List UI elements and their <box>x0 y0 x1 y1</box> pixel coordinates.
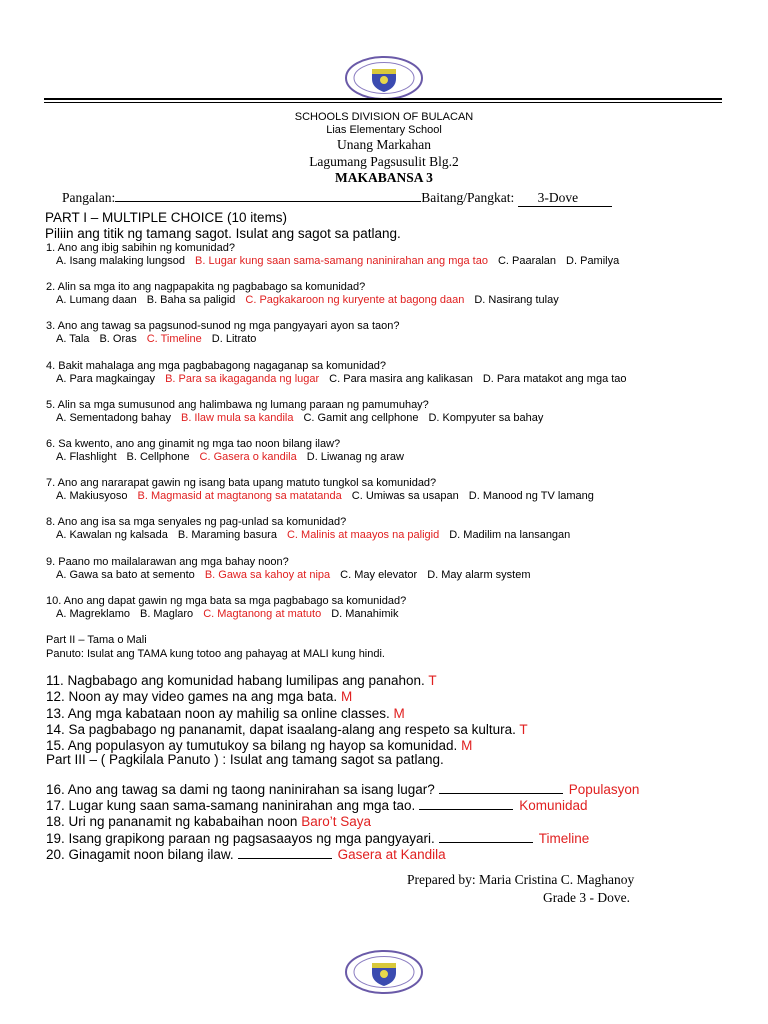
part2-title: Part II – Tama o Mali <box>46 634 147 646</box>
choice-option: B. Cellphone <box>126 451 190 463</box>
mc-question <box>46 242 629 267</box>
subject-title: MAKABANSA 3 <box>335 170 433 185</box>
item-answer: Gasera at Kandila <box>337 847 446 862</box>
answer-option: C. Magtanong at matuto <box>203 608 322 620</box>
true-false-item <box>46 722 528 737</box>
true-false-item <box>46 673 437 688</box>
identification-item <box>46 830 589 846</box>
item-text: 12. Noon ay may video games na ang mga bata. <box>46 689 338 704</box>
mc-question <box>46 516 580 541</box>
part1-instruction: Piliin ang titik ng tamang sagot. Isulat ang sagot sa patlang. <box>45 226 401 241</box>
question-stem: 1. Ano ang ibig sabihin ng komunidad? <box>46 242 235 254</box>
question-stem: 2. Alin sa mga ito ang nagpapakita ng pagbabago sa komunidad? <box>46 281 366 293</box>
true-false-item <box>46 689 352 704</box>
mc-question <box>46 556 541 581</box>
identification-item <box>46 814 371 829</box>
choice-option: C. May elevator <box>340 569 418 581</box>
choice-option: D. Nasirang tulay <box>474 294 559 306</box>
answer-option: C. Pagkakaroon ng kuryente at bagong daan <box>245 294 465 306</box>
item-text: 11. Nagbabago ang komunidad habang lumilipas ang panahon. <box>46 673 425 688</box>
item-text: 19. Isang grapikong paraan ng pagsasaayos ng mga pangyayari. <box>46 831 435 846</box>
answer-option: C. Gasera o kandila <box>199 451 297 463</box>
answer-blank <box>439 781 563 794</box>
item-text: 13. Ang mga kabataan noon ay mahilig sa online classes. <box>46 706 390 721</box>
question-options <box>46 490 604 502</box>
mc-question <box>46 438 414 463</box>
choice-option: D. Manahimik <box>331 608 399 620</box>
item-text: 16. Ano ang tawag sa dami ng taong naninirahan sa isang lugar? <box>46 782 435 797</box>
identification-item <box>46 846 446 862</box>
item-answer: T <box>519 722 528 737</box>
true-false-item <box>46 706 405 721</box>
question-stem: 5. Alin sa mga sumusunod ang halimbawa ng lumang paraan ng pamumuhay? <box>46 399 429 411</box>
item-answer: Baro’t Saya <box>301 814 371 829</box>
question-stem: 9. Paano mo mailalarawan ang mga bahay noon? <box>46 556 289 568</box>
choice-option: B. Oras <box>99 333 137 345</box>
true-false-item <box>46 738 472 753</box>
mc-question <box>46 320 399 345</box>
question-options <box>46 412 553 424</box>
question-options <box>46 333 399 345</box>
question-stem: 7. Ano ang nararapat gawin ng isang bata upang matuto tungkol sa komunidad? <box>46 477 437 489</box>
choice-option: D. Para matakot ang mga tao <box>482 373 627 385</box>
mc-question <box>46 281 569 306</box>
item-answer: M <box>393 706 405 721</box>
prepared-by: Prepared by: Maria Cristina C. Maghanoy <box>407 872 635 887</box>
answer-option: B. Para sa ikagaganda ng lugar <box>165 373 320 385</box>
part2-instruction: Panuto: Isulat ang TAMA kung totoo ang pahayag at MALI kung hindi. <box>46 648 385 660</box>
answer-option: B. Gawa sa kahoy at nipa <box>204 569 331 581</box>
answer-option: C. Timeline <box>146 333 202 345</box>
question-options <box>46 451 414 463</box>
choice-option: A. Isang malaking lungsod <box>56 255 186 267</box>
grade-value: 3-Dove <box>518 190 613 207</box>
item-answer: T <box>428 673 437 688</box>
question-stem: 4. Bakit mahalaga ang mga pagbabagong nagaganap sa komunidad? <box>46 360 387 372</box>
answer-option: B. Magmasid at magtanong sa matatanda <box>137 490 342 502</box>
identification-item <box>46 797 588 813</box>
choice-option: A. Sementadong bahay <box>56 412 171 424</box>
division-name: SCHOOLS DIVISION OF BULACAN <box>294 111 474 123</box>
choice-option: D. Pamilya <box>566 255 620 267</box>
header-rule-thick <box>44 98 722 100</box>
choice-option: A. Flashlight <box>56 451 117 463</box>
choice-option: A. Magreklamo <box>56 608 130 620</box>
answer-blank <box>238 846 332 859</box>
item-answer: Populasyon <box>568 782 640 797</box>
choice-option: A. Para magkaingay <box>56 373 156 385</box>
choice-option: A. Kawalan ng kalsada <box>56 529 168 541</box>
deped-seal-icon <box>344 950 424 994</box>
choice-option: D. Kompyuter sa bahay <box>428 412 544 424</box>
question-stem: 3. Ano ang tawag sa pagsunod-sunod ng mga pangyayari ayon sa taon? <box>46 320 400 332</box>
choice-option: C. Paaralan <box>497 255 557 267</box>
quarter-label: Unang Markahan <box>336 137 432 152</box>
header-rule-thin <box>44 102 722 103</box>
choice-option: D. Manood ng TV lamang <box>468 490 594 502</box>
choice-option: C. Para masira ang kalikasan <box>329 373 473 385</box>
choice-option: B. Baha sa paligid <box>146 294 236 306</box>
choice-option: D. Litrato <box>211 333 257 345</box>
school-name: Lias Elementary School <box>326 124 442 136</box>
deped-seal-icon <box>344 56 424 100</box>
mc-question <box>46 360 637 385</box>
question-options <box>46 529 580 541</box>
choice-option: C. Umiwas sa usapan <box>351 490 459 502</box>
item-text: 15. Ang populasyon ay tumutukoy sa bilang ng hayop sa komunidad. <box>46 738 458 753</box>
question-stem: 8. Ano ang isa sa mga senyales ng pag-unlad sa komunidad? <box>46 516 347 528</box>
mc-question <box>46 399 553 424</box>
answer-blank <box>419 797 513 810</box>
question-options <box>46 255 629 267</box>
item-answer: Timeline <box>538 831 590 846</box>
prepared-by-grade: Grade 3 - Dove. <box>543 890 630 905</box>
question-options <box>46 294 569 306</box>
question-options <box>46 373 637 385</box>
choice-option: A. Tala <box>56 333 90 345</box>
choice-option: A. Makiusyoso <box>56 490 128 502</box>
choice-option: C. Gamit ang cellphone <box>303 412 419 424</box>
question-options <box>46 569 541 581</box>
item-text: 17. Lugar kung saan sama-samang naninirahan ang mga tao. <box>46 798 416 813</box>
grade-label: Baitang/Pangkat: <box>421 190 515 205</box>
identification-item <box>46 781 639 797</box>
answer-blank <box>439 830 533 843</box>
answer-option: B. Lugar kung saan sama-samang naninirahan ang mga tao <box>195 255 488 267</box>
item-answer: Komunidad <box>519 798 588 813</box>
choice-option: D. May alarm system <box>427 569 531 581</box>
choice-option: A. Gawa sa bato at semento <box>56 569 195 581</box>
test-title: Lagumang Pagsusulit Blg.2 <box>309 154 459 169</box>
question-stem: 6. Sa kwento, ano ang ginamit ng mga tao noon bilang ilaw? <box>46 438 341 450</box>
item-answer: M <box>340 689 353 704</box>
item-text: 14. Sa pagbabago ng pananamit, dapat isaalang-alang ang respeto sa kultura. <box>46 722 516 737</box>
answer-option: C. Malinis at maayos na paligid <box>286 529 440 541</box>
mc-question <box>46 477 604 502</box>
choice-option: B. Maraming basura <box>177 529 277 541</box>
mc-question <box>46 595 408 620</box>
part3-title: Part III – ( Pagkilala Panuto ) : Isulat ang tamang sagot sa patlang. <box>46 752 444 767</box>
part1-title: PART I – MULTIPLE CHOICE (10 items) <box>45 210 288 225</box>
choice-option: B. Maglaro <box>139 608 194 620</box>
name-label: Pangalan: <box>62 190 116 205</box>
name-blank <box>115 189 421 202</box>
choice-option: D. Madilim na lansangan <box>449 529 571 541</box>
question-stem: 10. Ano ang dapat gawin ng mga bata sa mga pagbabago sa komunidad? <box>46 595 407 607</box>
name-grade-line <box>62 189 612 207</box>
item-text: 18. Uri ng pananamit ng kababaihan noon <box>46 814 298 829</box>
question-options <box>46 608 408 620</box>
choice-option: A. Lumang daan <box>56 294 137 306</box>
item-text: 20. Ginagamit noon bilang ilaw. <box>46 847 234 862</box>
item-answer: M <box>461 738 473 753</box>
answer-option: B. Ilaw mula sa kandila <box>180 412 294 424</box>
choice-option: D. Liwanag ng araw <box>306 451 404 463</box>
